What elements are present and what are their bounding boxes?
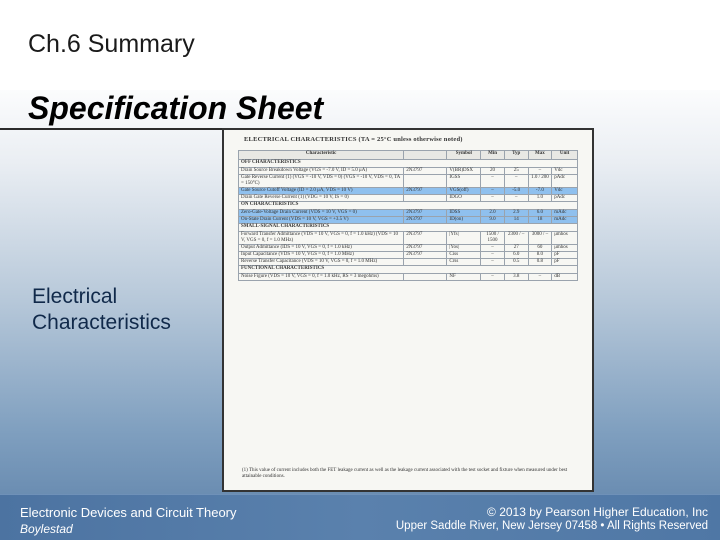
spec-cell-device: 2N3797 <box>404 245 447 252</box>
spec-cell-symbol: Ciss <box>447 252 481 259</box>
spec-cell-min: – <box>481 175 505 188</box>
spec-cell-typ: 0.5 <box>504 259 528 266</box>
spec-cell-symbol: |Yfs| <box>447 232 481 245</box>
spec-row <box>239 252 578 259</box>
spec-cell-device: 2N3797 <box>404 217 447 224</box>
spec-cell-typ: – <box>504 175 528 188</box>
spec-cell-min: – <box>481 245 505 252</box>
col-header-device <box>404 151 447 160</box>
spec-row <box>239 188 578 195</box>
spec-cell-min: – <box>481 274 505 281</box>
spec-cell-min: 9.0 <box>481 217 505 224</box>
spec-cell-max: 18 <box>528 217 552 224</box>
spec-cell-unit: Vdc <box>552 168 578 175</box>
footer-copyright: © 2013 by Pearson Higher Education, Inc <box>487 505 708 519</box>
spec-cell-device: 2N3797 <box>404 252 447 259</box>
spec-cell-unit: pF <box>552 252 578 259</box>
col-header-symbol: Symbol <box>447 151 481 160</box>
spec-cell-max: -7.0 <box>528 188 552 195</box>
spec-cell-characteristic: Forward Transfer Admittance (VDS = 10 V, VGS = 0, f = 1.0 kHz) (VDS = 10 V, VGS = 0, f = 1.0 MHz) <box>239 232 404 245</box>
spec-row <box>239 274 578 281</box>
title-underline <box>0 128 230 130</box>
spec-row <box>239 210 578 217</box>
footer-author: Boylestad <box>20 522 73 536</box>
spec-cell-characteristic: Drain Gate Reverse Current (1) (VDG = 10 V, IS = 0) <box>239 195 404 202</box>
spec-cell-symbol: V(BR)DSX <box>447 168 481 175</box>
spec-cell-characteristic: Output Admittance (IDS = 10 V, VGS = 0, f = 1.0 kHz) <box>239 245 404 252</box>
spec-cell-symbol: IGSS <box>447 175 481 188</box>
spec-cell-unit: pF <box>552 259 578 266</box>
spec-cell-typ: 2.9 <box>504 210 528 217</box>
spec-cell-typ: 25 <box>504 168 528 175</box>
spec-cell-unit: μmhos <box>552 245 578 252</box>
spec-cell-min: 1500 / 1500 <box>481 232 505 245</box>
footer-book-title: Electronic Devices and Circuit Theory <box>20 505 237 520</box>
spec-cell-max: 3000 / – <box>528 232 552 245</box>
spec-cell-characteristic: On-State Drain Current (VDS = 10 V, VGS = +3.5 V) <box>239 217 404 224</box>
spec-cell-characteristic: Gate Reverse Current (1) (VGS = -10 V, VDS = 0) (VGS = -10 V, VDS = 0, TA = 150°C) <box>239 175 404 188</box>
spec-cell-typ: 6.0 <box>504 252 528 259</box>
spec-section-row <box>239 266 578 274</box>
spec-cell-max: – <box>528 274 552 281</box>
spec-cell-max: – <box>528 168 552 175</box>
spec-section-title: OFF CHARACTERISTICS <box>239 160 578 168</box>
side-caption <box>32 284 171 336</box>
col-header-unit: Unit <box>552 151 578 160</box>
spec-cell-unit: mAdc <box>552 217 578 224</box>
spec-cell-min: – <box>481 259 505 266</box>
spec-cell-min: – <box>481 195 505 202</box>
spec-section-title: FUNCTIONAL CHARACTERISTICS <box>239 266 578 274</box>
spec-cell-device <box>404 274 447 281</box>
spec-cell-symbol: VGS(off) <box>447 188 481 195</box>
spec-cell-device: 2N3797 <box>404 210 447 217</box>
spec-section-title: SMALL-SIGNAL CHARACTERISTICS <box>239 224 578 232</box>
spec-cell-max: 8.0 <box>528 252 552 259</box>
spec-row <box>239 195 578 202</box>
spec-cell-typ: 27 <box>504 245 528 252</box>
spec-cell-device <box>404 259 447 266</box>
col-header-characteristic: Characteristic <box>239 151 404 160</box>
spec-cell-max: 60 <box>528 245 552 252</box>
spec-cell-max: 1.0 <box>528 195 552 202</box>
spec-cell-characteristic: Noise Figure (VDS = 10 V, VGS = 0, f = 1.0 kHz, RS = 3 megohms) <box>239 274 404 281</box>
spec-cell-device: 2N3797 <box>404 168 447 175</box>
spec-row <box>239 259 578 266</box>
spec-cell-max: 1.0 / 200 <box>528 175 552 188</box>
spec-section-row <box>239 160 578 168</box>
spec-table <box>238 150 578 281</box>
spec-cell-typ: – <box>504 195 528 202</box>
spec-cell-unit: pAdc <box>552 195 578 202</box>
side-caption-line-2: Characteristics <box>32 311 171 334</box>
spec-cell-symbol: |Yos| <box>447 245 481 252</box>
slide-footer <box>0 494 720 540</box>
col-header-typ: Typ <box>504 151 528 160</box>
spec-cell-unit: dB <box>552 274 578 281</box>
spec-table-header-row <box>239 151 578 160</box>
spec-cell-symbol: IDSS <box>447 210 481 217</box>
spec-row <box>239 245 578 252</box>
spec-footnote: (1) This value of current includes both the FET leakage current as well as the leakage current associated with the test socket and fixture when measured under best attainable conditions. <box>242 468 568 479</box>
spec-cell-symbol: NF <box>447 274 481 281</box>
spec-cell-characteristic: Zero-Gate-Voltage Drain Current (VDS = 10 V, VGS = 0) <box>239 210 404 217</box>
spec-section-row <box>239 202 578 210</box>
spec-cell-characteristic: Input Capacitance (VDS = 10 V, VGS = 0, f = 1.0 MHz) <box>239 252 404 259</box>
spec-cell-symbol: ID(on) <box>447 217 481 224</box>
spec-cell-typ: -5.0 <box>504 188 528 195</box>
slide-title: Specification Sheet <box>28 90 324 126</box>
spec-cell-unit: pAdc <box>552 175 578 188</box>
spec-row <box>239 175 578 188</box>
spec-cell-device <box>404 195 447 202</box>
spec-table-body <box>239 160 578 281</box>
spec-cell-unit: μmhos <box>552 232 578 245</box>
spec-cell-min: – <box>481 252 505 259</box>
spec-cell-symbol: Crss <box>447 259 481 266</box>
spec-cell-typ: 14 <box>504 217 528 224</box>
chapter-title: Ch.6 Summary <box>28 30 195 58</box>
spec-cell-min: 20 <box>481 168 505 175</box>
spec-cell-characteristic: Drain Source Breakdown Voltage (VGS = -7.0 V, ID = 5.0 μA) <box>239 168 404 175</box>
spec-row <box>239 217 578 224</box>
col-header-min: Min <box>481 151 505 160</box>
spec-cell-device: 2N3797 <box>404 232 447 245</box>
spec-cell-unit: Vdc <box>552 188 578 195</box>
spec-sheet-heading: ELECTRICAL CHARACTERISTICS (TA = 25°C unless otherwise noted) <box>244 136 463 143</box>
spec-section-row <box>239 224 578 232</box>
spec-cell-typ: 2300 / – <box>504 232 528 245</box>
spec-cell-characteristic: Reverse Transfer Capacitance (VDS = 10 V, VGS = 0, f = 1.0 MHz) <box>239 259 404 266</box>
spec-sheet-image <box>222 128 594 492</box>
spec-cell-characteristic: Gate Source Cutoff Voltage (ID = 2.0 μA, VDS = 10 V) <box>239 188 404 195</box>
spec-cell-device: 2N3797 <box>404 188 447 195</box>
col-header-max: Max <box>528 151 552 160</box>
spec-cell-device <box>404 175 447 188</box>
spec-cell-typ: 3.8 <box>504 274 528 281</box>
spec-cell-min: 2.0 <box>481 210 505 217</box>
spec-row <box>239 232 578 245</box>
spec-cell-symbol: IDGO <box>447 195 481 202</box>
spec-cell-max: 0.8 <box>528 259 552 266</box>
spec-section-title: ON CHARACTERISTICS <box>239 202 578 210</box>
side-caption-line-1: Electrical <box>32 285 118 308</box>
spec-row <box>239 168 578 175</box>
spec-cell-unit: mAdc <box>552 210 578 217</box>
spec-cell-min: – <box>481 188 505 195</box>
spec-cell-max: 6.0 <box>528 210 552 217</box>
footer-address: Upper Saddle River, New Jersey 07458 • All Rights Reserved <box>395 520 708 532</box>
